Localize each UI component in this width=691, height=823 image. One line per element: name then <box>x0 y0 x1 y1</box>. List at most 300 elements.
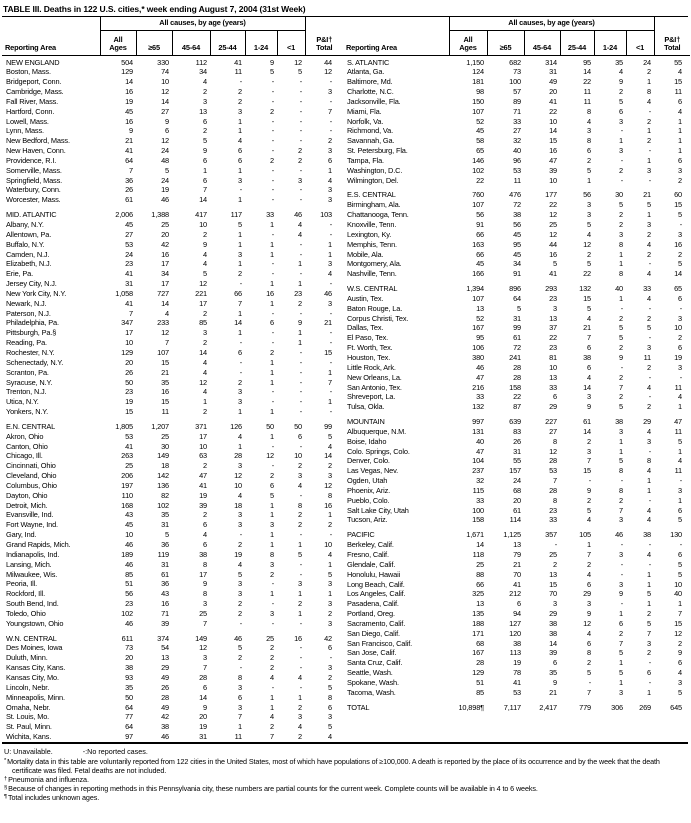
value-cell: 11 <box>674 466 683 476</box>
value-cell: 1,058 <box>115 288 133 298</box>
value-cell: - <box>299 663 303 673</box>
value-cell: 3 <box>328 712 333 722</box>
city-row <box>2 451 343 461</box>
value-cell: 3 <box>619 116 623 126</box>
value-cell: 136 <box>157 480 169 490</box>
value-cell: 7 <box>587 456 591 466</box>
reporting-area-cell: Worcester, Mass. <box>6 195 61 205</box>
city-row <box>343 304 690 314</box>
value-cell: 25 <box>549 220 557 229</box>
value-cell: 14 <box>549 638 557 648</box>
value-cell: 2 <box>619 220 623 229</box>
value-cell: 50 <box>125 377 133 387</box>
reporting-area-cell: Baltimore, Md. <box>347 77 393 87</box>
value-cell: 371 <box>195 421 207 431</box>
value-cell: 4 <box>270 672 274 682</box>
value-cell: 3 <box>238 249 242 259</box>
value-cell: 48 <box>161 155 169 165</box>
reporting-area-cell: Hartford, Conn. <box>6 106 55 116</box>
value-cell: - <box>679 220 683 229</box>
all-causes-span-header: All causes, by age (years) <box>449 17 654 30</box>
value-cell: 5 <box>619 323 623 333</box>
value-cell: - <box>299 96 303 106</box>
value-cell: 61 <box>161 569 169 579</box>
reporting-area-cell: E.N. CENTRAL <box>6 421 56 431</box>
reporting-area-cell: Los Angeles, Calif. <box>347 589 406 599</box>
value-cell: 1 <box>270 377 274 387</box>
value-cell: 87 <box>513 402 521 412</box>
value-cell: 6 <box>203 540 207 549</box>
value-cell: 1 <box>678 116 683 126</box>
value-cell: 46 <box>125 559 133 569</box>
reporting-area-cell: Detroit, Mich. <box>6 500 48 510</box>
value-cell: 63 <box>199 451 207 461</box>
value-cell: 3 <box>238 387 242 397</box>
city-row <box>343 580 690 590</box>
value-cell: 1 <box>270 702 274 712</box>
value-cell: 7 <box>553 476 557 486</box>
value-cell: 3 <box>678 229 683 239</box>
value-cell: - <box>239 279 242 289</box>
left-table-header <box>2 17 343 55</box>
value-cell: 3 <box>587 126 591 136</box>
value-cell: 5 <box>270 67 274 77</box>
reporting-area-cell: Washington, D.C. <box>347 165 403 175</box>
value-cell: 107 <box>472 293 484 303</box>
city-row <box>2 67 343 77</box>
value-cell: 117 <box>230 210 242 220</box>
value-cell: 71 <box>161 608 169 618</box>
value-cell: 42 <box>161 239 169 249</box>
reporting-area-cell: Houston, Tex. <box>347 352 391 362</box>
reporting-area-cell: Syracuse, N.Y. <box>6 377 53 387</box>
value-cell: 5 <box>270 490 274 500</box>
value-cell: 77 <box>125 712 133 722</box>
value-cell: 129 <box>472 668 484 678</box>
value-cell: 1 <box>328 510 333 520</box>
value-cell: 5 <box>328 722 333 732</box>
value-cell: 4 <box>587 116 591 126</box>
value-cell: 3 <box>619 579 623 589</box>
value-cell: 12 <box>234 471 242 481</box>
value-cell: - <box>299 126 303 136</box>
value-cell: - <box>239 338 242 348</box>
value-cell: 4 <box>678 456 683 466</box>
value-cell: 7 <box>619 505 623 515</box>
value-cell: 1 <box>238 116 242 126</box>
value-cell: 1 <box>270 510 274 520</box>
pilcrow-symbol: ¶ <box>4 793 8 800</box>
value-cell: 7 <box>129 308 133 318</box>
value-cell: 56 <box>476 210 484 220</box>
value-cell: 3 <box>587 210 591 220</box>
value-cell: 263 <box>121 451 133 461</box>
reporting-area-cell: MID. ATLANTIC <box>6 210 57 220</box>
city-row <box>2 77 343 87</box>
value-cell: 46 <box>234 633 242 643</box>
value-cell: 3 <box>238 461 242 471</box>
city-row <box>2 136 343 146</box>
value-cell: - <box>271 229 274 239</box>
value-cell: - <box>329 407 333 417</box>
value-cell: - <box>329 387 333 397</box>
value-cell: - <box>271 328 274 338</box>
value-cell: 11 <box>674 382 683 392</box>
value-cell: 17 <box>199 298 207 308</box>
value-cell: 6 <box>619 106 623 116</box>
value-cell: 38 <box>161 722 169 732</box>
value-cell: - <box>679 303 683 313</box>
value-cell: - <box>271 165 274 175</box>
city-row <box>2 309 343 319</box>
value-cell: 54 <box>161 643 169 653</box>
value-cell: 11 <box>513 175 521 185</box>
value-cell: 181 <box>472 77 484 87</box>
value-cell: 73 <box>125 643 133 653</box>
left-table <box>2 17 343 742</box>
value-cell: 38 <box>513 638 521 648</box>
city-row <box>2 520 343 530</box>
value-cell: 1 <box>678 495 683 505</box>
value-cell: 27 <box>549 426 557 436</box>
footnote-text: Mortality data in this table are voluntarily reported from 122 cities in the United States, most of which have populations of ≥100,000. A death is reported by the place of its occurrence and by the week that the death certificate was filed. Fetal deaths are not included. <box>7 756 660 775</box>
value-cell: 53 <box>125 431 133 441</box>
value-cell: 24 <box>125 249 133 259</box>
value-cell: 2 <box>270 106 274 116</box>
value-cell: 45 <box>125 520 133 530</box>
value-cell: 5 <box>587 303 591 313</box>
value-cell: 12 <box>324 67 333 77</box>
value-cell: 53 <box>513 687 521 697</box>
value-cell: 1 <box>238 126 242 136</box>
value-cell: 7 <box>619 382 623 392</box>
value-cell: - <box>648 392 652 402</box>
value-cell: 36 <box>161 579 169 589</box>
value-cell: 3 <box>619 426 623 436</box>
value-cell: 2 <box>270 347 274 357</box>
city-row <box>2 97 343 107</box>
value-cell: 49 <box>549 77 557 87</box>
value-cell: 36 <box>161 540 169 549</box>
value-cell: 2 <box>298 599 303 609</box>
value-cell: 1 <box>619 436 623 446</box>
value-cell: 2 <box>298 510 303 520</box>
value-cell: 70 <box>549 589 557 599</box>
value-cell: 1 <box>238 407 242 417</box>
value-cell: 124 <box>472 67 484 77</box>
value-cell: 3 <box>328 146 333 156</box>
value-cell: 157 <box>509 466 521 476</box>
value-cell: 6 <box>678 343 683 353</box>
city-row <box>2 176 343 186</box>
value-cell: 1 <box>587 175 591 185</box>
city-row <box>2 589 343 599</box>
value-cell: 5 <box>203 269 207 279</box>
value-cell: 1 <box>270 500 274 510</box>
reporting-area-cell: San Francisco, Calif. <box>347 638 413 648</box>
value-cell: 5 <box>678 515 683 525</box>
value-cell: - <box>299 387 303 397</box>
city-row <box>343 466 690 476</box>
value-cell: 12 <box>583 618 591 628</box>
value-cell: - <box>299 377 303 387</box>
value-cell: 4 <box>678 392 683 402</box>
value-cell: 33 <box>266 210 274 220</box>
value-cell: 5 <box>647 589 652 599</box>
value-cell: - <box>299 653 303 663</box>
value-cell: 23 <box>125 259 133 269</box>
value-cell: 1,125 <box>503 530 521 540</box>
value-cell: 645 <box>670 702 683 712</box>
value-cell: - <box>329 530 333 540</box>
value-cell: 5 <box>647 618 652 628</box>
value-cell: 4 <box>647 382 652 392</box>
value-cell: 42 <box>161 712 169 722</box>
city-row <box>2 491 343 501</box>
value-cell: 25 <box>199 608 207 618</box>
reporting-area-cell: W.N. CENTRAL <box>6 633 57 643</box>
value-cell: 1 <box>647 210 652 220</box>
value-cell: 112 <box>195 57 207 67</box>
value-cell: 6 <box>678 96 683 106</box>
value-cell: 6 <box>587 343 591 353</box>
value-cell: 95 <box>476 333 484 343</box>
city-row <box>2 619 343 629</box>
value-cell: 1 <box>328 239 333 249</box>
value-cell: 23 <box>125 387 133 397</box>
value-cell: 12 <box>161 328 169 338</box>
reporting-area-cell: Albuquerque, N.M. <box>347 426 407 436</box>
region-total-row <box>343 284 690 294</box>
value-cell: - <box>271 185 274 195</box>
value-cell: 3 <box>328 185 333 195</box>
value-cell: 3 <box>619 550 623 559</box>
city-row <box>343 373 690 383</box>
value-cell: 18 <box>161 461 169 471</box>
value-cell: 3 <box>619 687 623 697</box>
col-header-65plus: ≥65 <box>136 30 172 55</box>
city-row <box>2 368 343 378</box>
value-cell: 61 <box>583 417 591 427</box>
value-cell: 14 <box>674 269 683 279</box>
value-cell: 126 <box>230 421 242 431</box>
value-cell: 6 <box>203 682 207 692</box>
city-row <box>2 146 343 156</box>
value-cell: 91 <box>513 269 521 279</box>
city-row <box>343 589 690 599</box>
value-cell: 2 <box>328 136 333 146</box>
value-cell: 85 <box>476 687 484 697</box>
value-cell: 85 <box>125 569 133 579</box>
value-cell: 13 <box>549 569 557 579</box>
value-cell: - <box>239 357 242 367</box>
value-cell: 26 <box>125 367 133 377</box>
value-cell: 8 <box>647 87 652 97</box>
value-cell: 504 <box>121 57 133 67</box>
city-row <box>2 570 343 580</box>
value-cell: - <box>271 136 274 146</box>
city-row <box>343 688 690 698</box>
reporting-area-cell: Chattanooga, Tenn. <box>347 210 409 220</box>
value-cell: - <box>620 155 623 165</box>
value-cell: 12 <box>583 239 591 249</box>
value-cell: 22 <box>476 175 484 185</box>
reporting-area-header: Reporting Area <box>343 30 449 55</box>
value-cell: 4 <box>647 269 652 279</box>
value-cell: 60 <box>674 190 683 200</box>
value-cell: - <box>299 490 303 500</box>
reporting-area-cell: Pueblo, Colo. <box>347 495 390 505</box>
value-cell: 6 <box>298 431 303 441</box>
city-row <box>2 599 343 609</box>
value-cell: 6 <box>587 362 591 372</box>
value-cell: 114 <box>509 515 521 525</box>
value-cell: 3 <box>203 328 207 338</box>
value-cell: 1 <box>619 609 623 619</box>
asterisk-symbol: * <box>4 757 7 764</box>
value-cell: 8 <box>238 672 242 682</box>
value-cell: 14 <box>125 77 133 87</box>
city-row <box>2 166 343 176</box>
value-cell: 5 <box>587 668 591 678</box>
value-cell: 33 <box>549 382 557 392</box>
value-cell: 188 <box>472 618 484 628</box>
value-cell: 6 <box>203 116 207 126</box>
value-cell: 70 <box>513 569 521 579</box>
value-cell: 7 <box>647 628 652 638</box>
value-cell: 14 <box>234 318 242 328</box>
value-cell: 53 <box>549 466 557 476</box>
value-cell: 40 <box>513 146 521 156</box>
value-cell: 82 <box>161 490 169 500</box>
value-cell: 2 <box>298 298 303 308</box>
col-header-45-64: 45-64 <box>524 30 560 55</box>
value-cell: 24 <box>513 476 521 486</box>
value-cell: 30 <box>615 190 623 200</box>
value-cell: 16 <box>125 116 133 126</box>
city-row <box>2 348 343 358</box>
reporting-area-cell: Toledo, Ohio <box>6 608 46 618</box>
value-cell: 49 <box>161 702 169 712</box>
reporting-area-cell: Cleveland, Ohio <box>6 471 57 481</box>
value-cell: 6 <box>647 668 652 678</box>
value-cell: - <box>271 77 274 87</box>
region-total-row <box>2 210 343 220</box>
value-cell: 25 <box>161 220 169 229</box>
reporting-area-cell: Salt Lake City, Utah <box>347 505 409 515</box>
value-cell: 1 <box>678 402 683 412</box>
value-cell: 8 <box>553 436 557 446</box>
value-cell: 2 <box>203 461 207 471</box>
value-cell: 47 <box>199 471 207 481</box>
value-cell: 22 <box>583 269 591 279</box>
value-cell: 17 <box>161 259 169 269</box>
value-cell: 46 <box>125 618 133 628</box>
value-cell: 26 <box>513 436 521 446</box>
value-cell: 102 <box>121 608 133 618</box>
reporting-area-cell: Allentown, Pa. <box>6 229 52 239</box>
value-cell: 8 <box>298 500 303 510</box>
reporting-area-cell: Austin, Tex. <box>347 293 384 303</box>
value-cell: 31 <box>161 559 169 569</box>
value-cell: 7 <box>165 338 169 348</box>
value-cell: 10 <box>125 530 133 540</box>
value-cell: 26 <box>125 185 133 195</box>
value-cell: - <box>271 387 274 397</box>
value-cell: 4 <box>298 220 303 229</box>
value-cell: 8 <box>553 495 557 505</box>
col-header-all-ages: All Ages <box>449 30 487 55</box>
reporting-area-cell: Honolulu, Hawaii <box>347 569 401 579</box>
value-cell: 28 <box>199 672 207 682</box>
value-cell: 14 <box>476 540 484 550</box>
value-cell: 997 <box>472 417 484 427</box>
reporting-area-cell: Miami, Fla. <box>347 106 382 116</box>
value-cell: 12 <box>549 210 557 220</box>
value-cell: 51 <box>476 677 484 687</box>
value-cell: 20 <box>161 229 169 239</box>
value-cell: - <box>620 599 623 609</box>
reporting-area-cell: Lowell, Mass. <box>6 116 49 126</box>
value-cell: 16 <box>324 500 333 510</box>
value-cell: 85 <box>199 318 207 328</box>
value-cell: 5 <box>553 259 557 269</box>
value-cell: 11 <box>161 407 169 417</box>
reporting-area-cell: Boise, Idaho <box>347 436 387 446</box>
value-cell: 26 <box>161 682 169 692</box>
value-cell: 2 <box>270 663 274 673</box>
value-cell: 3 <box>238 702 242 712</box>
value-cell: 45 <box>513 249 521 259</box>
city-row <box>343 156 690 166</box>
value-cell: - <box>329 229 333 239</box>
value-cell: 68 <box>513 485 521 495</box>
value-cell: 3 <box>678 165 683 175</box>
value-cell: 269 <box>639 702 652 712</box>
city-row <box>343 506 690 516</box>
city-row <box>343 220 690 230</box>
city-row <box>2 683 343 693</box>
value-cell: 1 <box>619 677 623 687</box>
value-cell: 1 <box>298 338 303 348</box>
reporting-area-cell: Jersey City, N.J. <box>6 279 57 289</box>
reporting-area-cell: Philadelphia, Pa. <box>6 318 59 328</box>
city-row <box>2 653 343 663</box>
value-cell: 6 <box>678 505 683 515</box>
value-cell: 13 <box>161 653 169 663</box>
value-cell: 227 <box>545 417 557 427</box>
value-cell: 15 <box>161 357 169 367</box>
value-cell: 4 <box>238 136 242 146</box>
value-cell: 611 <box>121 633 133 643</box>
value-cell: 3 <box>298 471 303 481</box>
col-header-pi-total: P&I† Total <box>305 30 343 55</box>
value-cell: 15 <box>583 293 591 303</box>
value-cell: 3 <box>678 485 683 495</box>
value-cell: 2 <box>298 732 303 742</box>
value-cell: 6 <box>203 175 207 185</box>
value-cell: 10 <box>549 362 557 372</box>
value-cell: 4 <box>203 249 207 259</box>
value-cell: 8 <box>328 692 333 702</box>
value-cell: - <box>299 165 303 175</box>
value-cell: 83 <box>513 426 521 436</box>
value-cell: 3 <box>238 397 242 407</box>
city-row <box>343 599 690 609</box>
value-cell: 206 <box>121 471 133 481</box>
value-cell: 46 <box>294 210 303 220</box>
city-row <box>2 397 343 407</box>
